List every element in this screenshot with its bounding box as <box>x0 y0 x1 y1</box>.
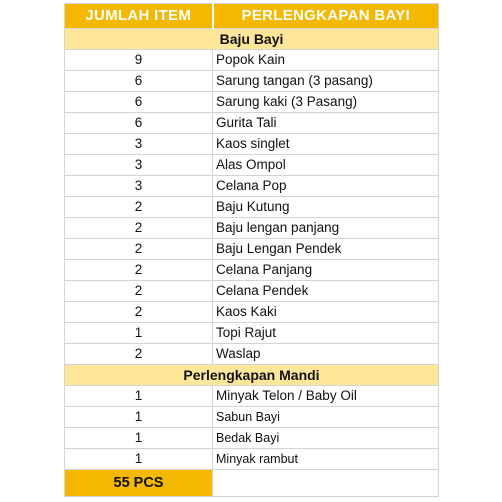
total-label: 55 PCS <box>65 470 213 497</box>
item-cell: Bedak Bayi <box>213 428 439 449</box>
table-row <box>65 176 439 197</box>
table-row <box>65 428 439 449</box>
table-row <box>65 260 439 281</box>
section-row-baju-bayi <box>65 29 439 50</box>
qty-cell: 1 <box>65 449 213 470</box>
item-cell: Gurita Tali <box>213 113 439 134</box>
item-cell: Baju Lengan Pendek <box>213 239 439 260</box>
qty-cell: 2 <box>65 197 213 218</box>
qty-cell: 3 <box>65 176 213 197</box>
table-row <box>65 386 439 407</box>
table-row <box>65 218 439 239</box>
table-row <box>65 407 439 428</box>
item-cell: Baju lengan panjang <box>213 218 439 239</box>
qty-cell: 2 <box>65 260 213 281</box>
qty-cell: 1 <box>65 386 213 407</box>
table-row <box>65 449 439 470</box>
table-row <box>65 197 439 218</box>
qty-cell: 2 <box>65 218 213 239</box>
qty-cell: 3 <box>65 134 213 155</box>
item-cell: Sarung tangan (3 pasang) <box>213 71 439 92</box>
item-cell: Celana Panjang <box>213 260 439 281</box>
item-cell: Minyak Telon / Baby Oil <box>213 386 439 407</box>
table-row <box>65 92 439 113</box>
table-row <box>65 113 439 134</box>
table-header-row <box>65 4 439 29</box>
table-row <box>65 71 439 92</box>
header-qty: JUMLAH ITEM <box>65 4 213 29</box>
qty-cell: 2 <box>65 281 213 302</box>
item-cell: Alas Ompol <box>213 155 439 176</box>
item-cell: Minyak rambut <box>213 449 439 470</box>
item-cell: Kaos Kaki <box>213 302 439 323</box>
total-empty-cell <box>213 470 439 497</box>
qty-cell: 9 <box>65 50 213 71</box>
table-row <box>65 155 439 176</box>
item-cell: Popok Kain <box>213 50 439 71</box>
item-cell: Waslap <box>213 344 439 365</box>
item-cell: Celana Pendek <box>213 281 439 302</box>
qty-cell: 6 <box>65 71 213 92</box>
qty-cell: 2 <box>65 302 213 323</box>
item-cell: Kaos singlet <box>213 134 439 155</box>
item-cell: Celana Pop <box>213 176 439 197</box>
section-title: Baju Bayi <box>65 29 439 50</box>
qty-cell: 3 <box>65 155 213 176</box>
item-cell: Topi Rajut <box>213 323 439 344</box>
qty-cell: 2 <box>65 344 213 365</box>
qty-cell: 1 <box>65 428 213 449</box>
qty-cell: 6 <box>65 113 213 134</box>
item-cell: Baju Kutung <box>213 197 439 218</box>
item-cell: Sarung kaki (3 Pasang) <box>213 92 439 113</box>
section-row-perlengkapan-mandi <box>65 365 439 386</box>
table-row <box>65 134 439 155</box>
table-row <box>65 50 439 71</box>
item-cell: Sabun Bayi <box>213 407 439 428</box>
header-item: PERLENGKAPAN BAYI <box>213 4 439 29</box>
table-row <box>65 344 439 365</box>
table-row <box>65 239 439 260</box>
total-row <box>65 470 439 497</box>
table-row <box>65 323 439 344</box>
section-title: Perlengkapan Mandi <box>65 365 439 386</box>
table-row <box>65 302 439 323</box>
qty-cell: 6 <box>65 92 213 113</box>
qty-cell: 1 <box>65 323 213 344</box>
baby-equipment-table <box>64 3 439 497</box>
qty-cell: 1 <box>65 407 213 428</box>
table-row <box>65 281 439 302</box>
qty-cell: 2 <box>65 239 213 260</box>
table-body <box>65 4 439 497</box>
